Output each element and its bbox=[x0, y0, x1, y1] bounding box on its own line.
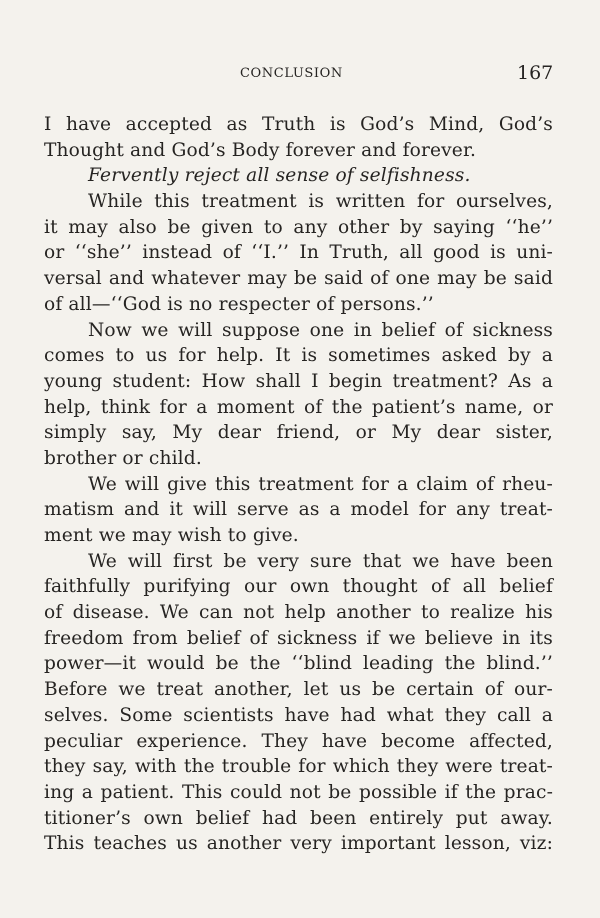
text-line: titioner’s own belief had been entirely put away. bbox=[44, 807, 553, 829]
text-line: selves. Some scientists have had what they call a bbox=[44, 704, 553, 726]
running-head bbox=[0, 62, 600, 86]
text-line: Before we treat another, let us be certain of our- bbox=[44, 679, 553, 701]
text-line: peculiar experience. They have become affected, bbox=[44, 730, 553, 752]
text-line: Thought and God’s Body forever and forever. bbox=[44, 139, 476, 161]
text-line: This teaches us another very important lesson, viz: bbox=[44, 833, 553, 855]
text-line: young student: How shall I begin treatment? As a bbox=[44, 370, 553, 392]
chapter-title: CONCLUSION bbox=[240, 66, 343, 81]
text-line: or ‘‘she’’ instead of ‘‘I.’’ In Truth, all good is uni- bbox=[44, 242, 553, 264]
paragraph bbox=[44, 549, 553, 857]
paragraph bbox=[44, 189, 553, 317]
page-body bbox=[44, 112, 553, 857]
text-line: I have accepted as Truth is God’s Mind, God’s bbox=[44, 114, 553, 135]
italic-instruction bbox=[44, 163, 553, 189]
text-line: freedom from belief of sickness if we believe in its bbox=[44, 627, 553, 649]
text-line: power—it would be the ‘‘blind leading the blind.’’ bbox=[44, 653, 553, 675]
text-line: ing a patient. This could not be possible if the prac- bbox=[44, 781, 553, 803]
text-line: simply say, My dear friend, or My dear sister, bbox=[44, 422, 553, 444]
text-line: help, think for a moment of the patient’s name, or bbox=[44, 396, 553, 418]
text-line: We will give this treatment for a claim of rheu- bbox=[88, 473, 553, 495]
text-line: While this treatment is written for ourselves, bbox=[88, 191, 553, 213]
text-line: brother or child. bbox=[44, 447, 202, 469]
paragraph bbox=[44, 472, 553, 549]
text-line: they say, with the trouble for which they were treat- bbox=[44, 756, 553, 778]
text-line: Fervently reject all sense of selfishness. bbox=[88, 165, 471, 187]
text-line: ment we may wish to give. bbox=[44, 525, 299, 546]
paragraph bbox=[44, 318, 553, 472]
text-line: of disease. We can not help another to realize his bbox=[44, 602, 553, 624]
text-line: Now we will suppose one in belief of sickness bbox=[88, 319, 553, 341]
text-line: faithfully purifying our own thought of all belief bbox=[44, 576, 553, 598]
text-line: of all—‘‘God is no respecter of persons.’’ bbox=[44, 293, 434, 315]
page-number: 167 bbox=[517, 62, 554, 84]
text-line: comes to us for help. It is sometimes asked by a bbox=[44, 345, 553, 367]
text-line: versal and whatever may be said of one may be said bbox=[44, 268, 553, 290]
text-line: matism and it will serve as a model for any treat- bbox=[44, 499, 553, 521]
paragraph bbox=[44, 112, 553, 163]
text-line: We will first be very sure that we have been bbox=[88, 550, 553, 572]
text-line: it may also be given to any other by saying ‘‘he’’ bbox=[44, 216, 553, 238]
